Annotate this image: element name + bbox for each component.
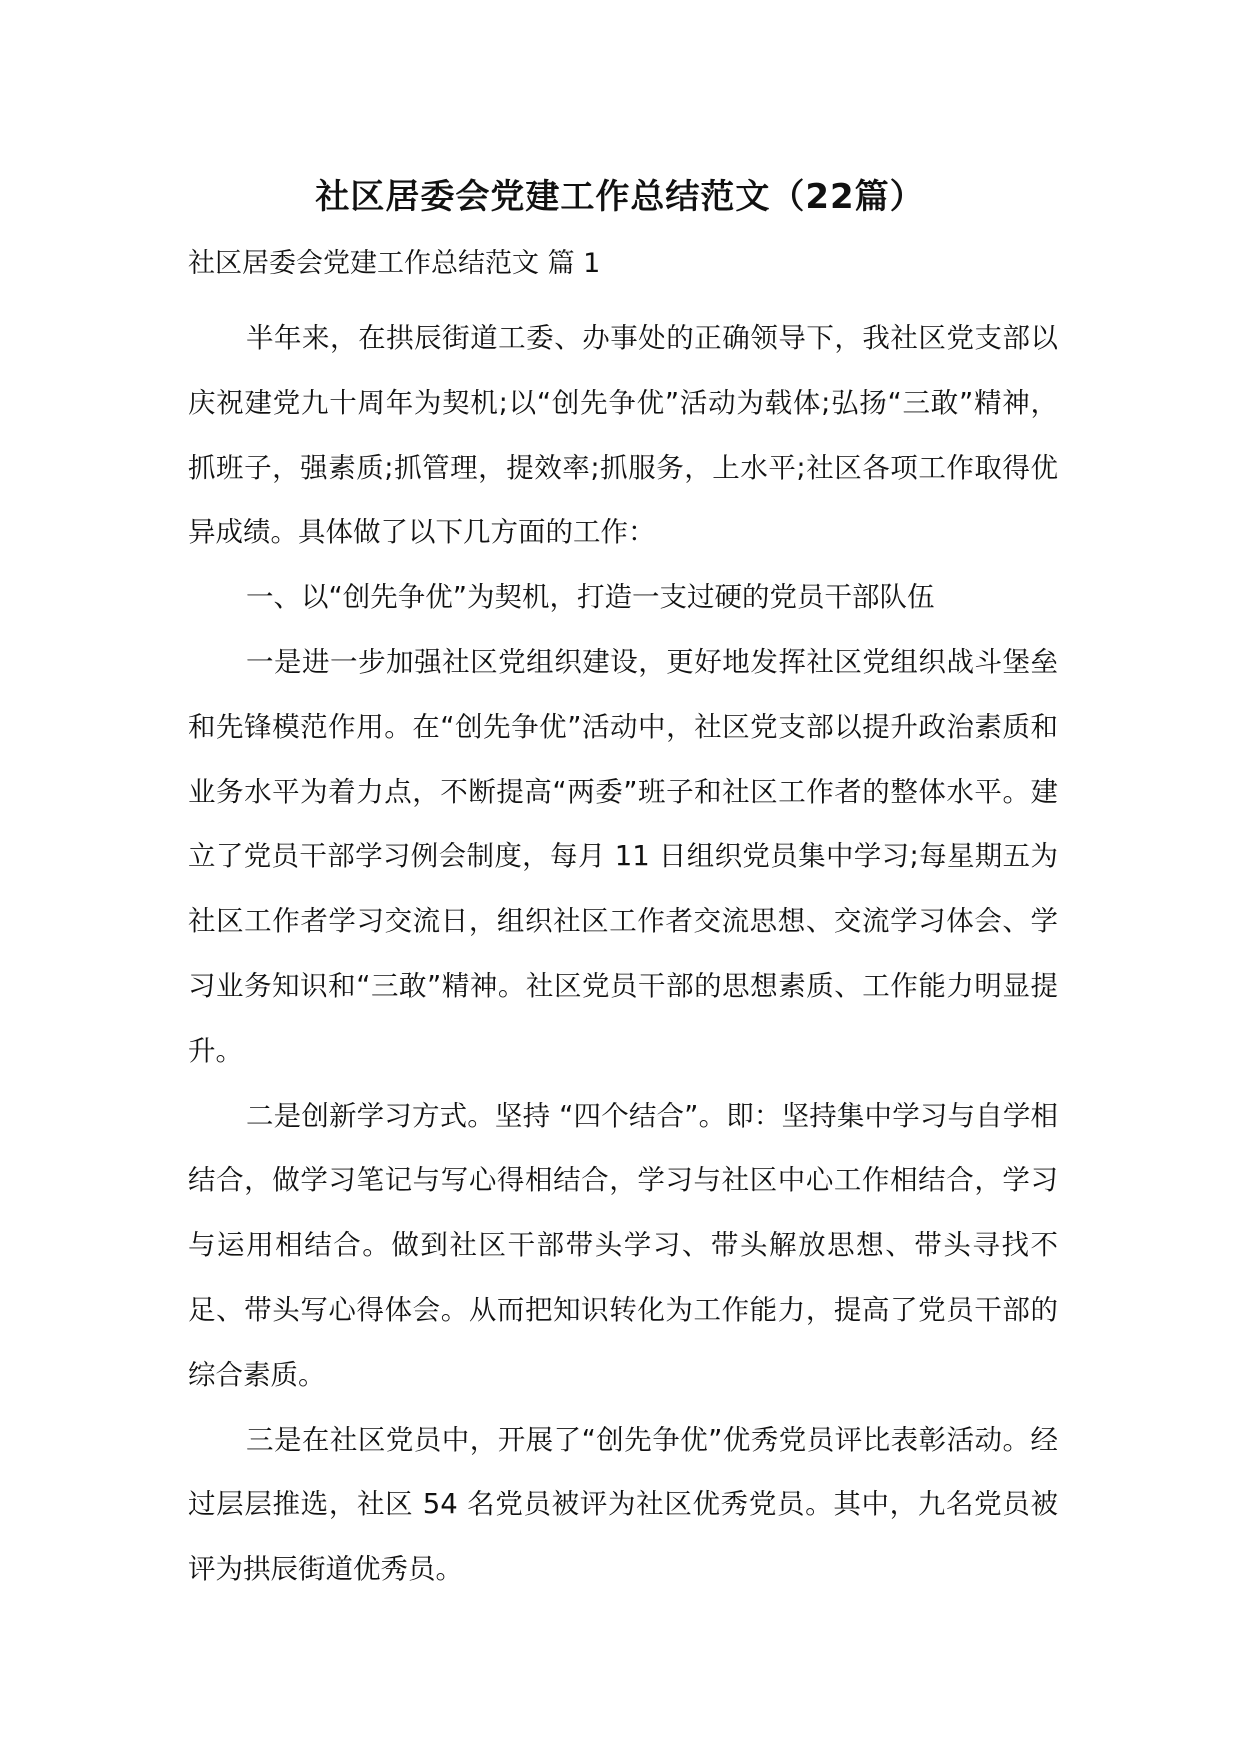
paragraph-section-heading: 一、以“创先争优”为契机，打造一支过硬的党员干部队伍 [246, 581, 935, 614]
document-title: 社区居委会党建工作总结范文（22篇） [315, 177, 925, 217]
paragraph-point-two: 二是创新学习方式。坚持 “四个结合”。即：坚持集中学习与自学相结合，做学习笔记与写心得相结合，学习与社区中心工作相结合，学习与运用相结合。做到社区干部带头学习、带头解放思想、带头寻找不足、带头写心得体会。从而把知识转化为工作能力，提高了党员干部的综合素质。 [188, 1099, 1058, 1391]
paragraph-intro: 半年来，在拱辰街道工委、办事处的正确领导下，我社区党支部以庆祝建党九十周年为契机;以“创先争优”活动为载体;弘扬“三敢”精神，抓班子，强素质;抓管理，提效率;抓服务，上水平;社区各项工作取得优异成绩。具体做了以下几方面的工作： [188, 322, 1058, 549]
document-body [188, 306, 1058, 1602]
paragraph-point-three: 三是在社区党员中，开展了“创先争优”优秀党员评比表彰活动。经过层层推选，社区 54 名党员被评为社区优秀党员。其中，九名党员被评为拱辰街道优秀员。 [188, 1423, 1058, 1586]
section-heading: 社区居委会党建工作总结范文 篇 1 [188, 248, 601, 279]
paragraph-point-one: 一是进一步加强社区党组织建设，更好地发挥社区党组织战斗堡垒和先锋模范作用。在“创先争优”活动中，社区党支部以提升政治素质和业务水平为着力点，不断提高“两委”班子和社区工作者的整体水平。建立了党员干部学习例会制度，每月 11 日组织党员集中学习;每星期五为社区工作者学习交流日，组织社区工作者交流思想、交流学习体会、学习业务知识和“三敢”精神。社区党员干部的思想素质、工作能力明显提升。 [188, 645, 1058, 1067]
